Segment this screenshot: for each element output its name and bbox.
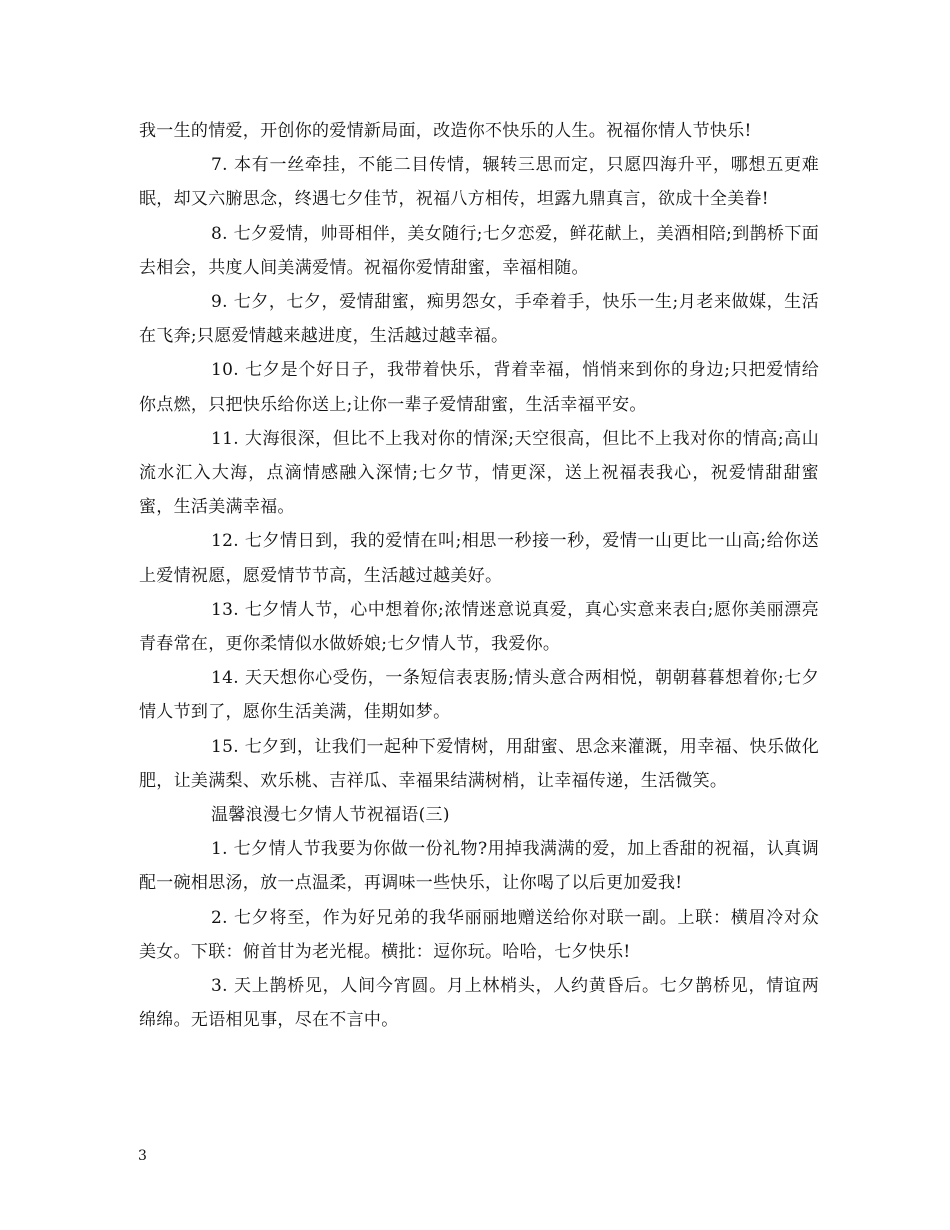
paragraph-2: 8. 七夕爱情，帅哥相伴，美女随行;七夕恋爱，鲜花献上，美酒相陪;到鹊桥下面去相会，共度人间美满爱情。祝福你爱情甜蜜，幸福相随。	[139, 223, 819, 278]
paragraph-1: 7. 本有一丝牵挂，不能二目传情，辗转三思而定，只愿四海升平，哪想五更难眠，却又六腑思念，终遇七夕佳节，祝福八方相传，坦露九鼎真言，欲成十全美眷!	[139, 155, 819, 210]
paragraph-5: 11. 大海很深，但比不上我对你的情深;天空很高，但比不上我对你的情高;高山流水汇入大海，点滴情感融入深情;七夕节，情更深，送上祝福表我心，祝爱情甜甜蜜蜜，生活美满幸福。	[139, 428, 819, 518]
paragraph-0: 我一生的情爱，开创你的爱情新局面，改造你不快乐的人生。祝福你情人节快乐!	[139, 121, 752, 141]
paragraph-6: 12. 七夕情日到，我的爱情在叫;相思一秒接一秒，爱情一山更比一山高;给你送上爱情祝愿，愿爱情节节高，生活越过越美好。	[139, 531, 819, 586]
paragraph-3: 9. 七夕，七夕，爱情甜蜜，痴男怨女，手牵着手，快乐一生;月老来做媒，生活在飞奔;只愿爱情越来越进度，生活越过越幸福。	[139, 292, 819, 347]
section-heading: 温馨浪漫七夕情人节祝福语(三)	[211, 805, 450, 826]
paragraph-12: 2. 七夕将至，作为好兄弟的我华丽丽地赠送给你对联一副。上联：横眉冷对众美女。下联：俯首甘为老光棍。横批：逗你玩。哈哈，七夕快乐!	[139, 907, 819, 962]
paragraph-11: 1. 七夕情人节我要为你做一份礼物?用掉我满满的爱，加上香甜的祝福，认真调配一碗相思汤，放一点温柔，再调味一些快乐，让你喝了以后更加爱我!	[139, 839, 819, 894]
paragraph-8: 14. 天天想你心受伤，一条短信表衷肠;情头意合两相悦，朝朝暮暮想着你;七夕情人节到了，愿你生活美满，佳期如梦。	[139, 668, 819, 723]
page-number: 3	[138, 1148, 147, 1164]
body-text	[139, 114, 819, 1037]
paragraph-7: 13. 七夕情人节，心中想着你;浓情迷意说真爱，真心实意来表白;愿你美丽漂亮青春常在，更你柔情似水做娇娘;七夕情人节，我爱你。	[139, 599, 819, 655]
paragraph-4: 10. 七夕是个好日子，我带着快乐，背着幸福，悄悄来到你的身边;只把爱情给你点燃，只把快乐给你送上;让你一辈子爱情甜蜜，生活幸福平安。	[139, 360, 819, 415]
paragraph-13: 3. 天上鹊桥见，人间今宵圆。月上林梢头，人约黄昏后。七夕鹊桥见，情谊两绵绵。无语相见事，尽在不言中。	[139, 976, 819, 1031]
paragraph-9: 15. 七夕到，让我们一起种下爱情树，用甜蜜、思念来灌溉，用幸福、快乐做化肥，让美满梨、欢乐桃、吉祥瓜、幸福果结满树梢，让幸福传递，生活微笑。	[139, 736, 819, 791]
